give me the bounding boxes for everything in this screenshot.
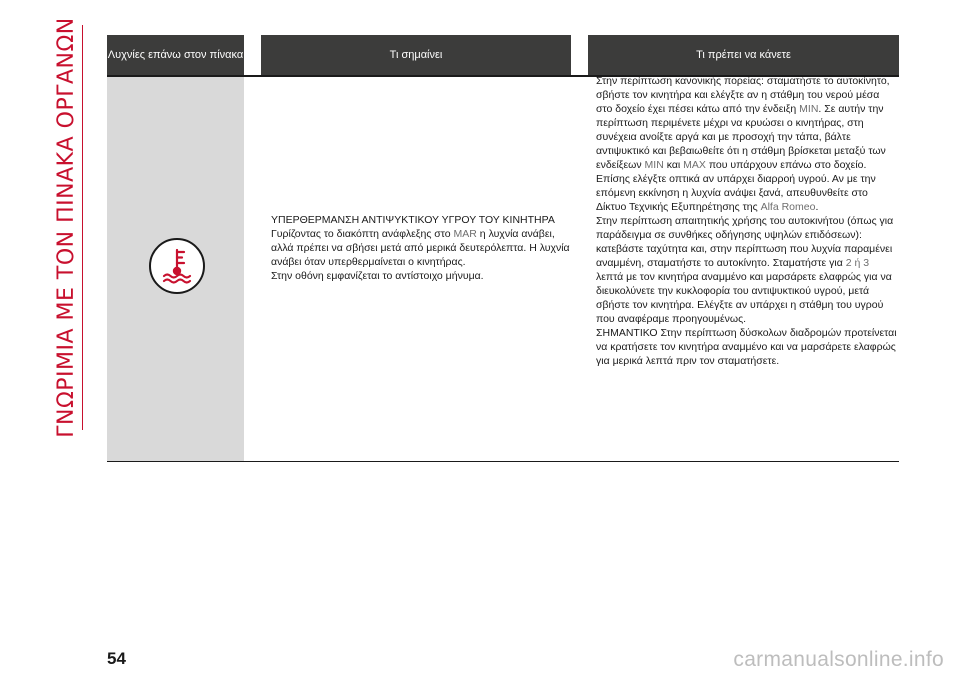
action-text-part: . Σε αυτήν την περίπτωση περιμένετε μέχρι να κρυώσει ο κινητήρας, στη συνέχεια ανοίξτε αργά και με προσοχή την τάπα, βάλτε αντιψυκτικό και βεβαιωθείτε ότι η στάθμη βρίσκεται μεταξύ των ενδείξεων	[596, 103, 886, 171]
chapter-side-rule	[82, 25, 83, 430]
header-lamps: Λυχνίες επάνω στον πίνακα	[107, 35, 244, 75]
meaning-display-note: Στην οθόνη εμφανίζεται το αντίστοιχο μήνυμα.	[271, 270, 484, 282]
action-text-part: .	[815, 201, 819, 213]
action-paragraph-demanding	[596, 214, 898, 326]
chapter-side-title-text: ΓΝΩΡΙΜΙΑ ΜΕ ΤΟΝ ΠΙΝΑΚΑ ΟΡΓΑΝΩΝ	[53, 17, 79, 438]
header-action: Τι πρέπει να κάνετε	[588, 35, 899, 75]
action-paragraph-important: ΣΗΜΑΝΤΙΚΟ Στην περίπτωση δύσκολων διαδρομών προτείνεται να κρατήσετε τον κινητήρα αναμμένο και να μαρσάρετε ελαφρώς για μερικά λεπτά πριν τον σταματήσετε.	[596, 327, 897, 367]
watermark: carmanualsonline.info	[733, 648, 944, 671]
meaning-paragraph	[271, 227, 571, 269]
action-text	[596, 74, 898, 368]
coolant-temperature-warning-icon	[149, 238, 205, 294]
warning-lamp-table	[107, 35, 899, 462]
meaning-text-part: Γυρίζοντας το διακόπτη ανάφλεξης στο	[271, 228, 454, 240]
chapter-side-title	[52, 17, 80, 438]
meaning-title: ΥΠΕΡΘΕΡΜΑΝΣΗ ΑΝΤΙΨΥΚΤΙΚΟΥ ΥΓΡΟΥ ΤΟΥ ΚΙΝΗΤΗΡΑ	[271, 214, 555, 226]
action-text-part: και	[663, 159, 684, 171]
page-number: 54	[107, 649, 126, 668]
minutes-term: 2 ή 3	[845, 257, 870, 269]
min-term: MIN	[644, 159, 664, 171]
header-meaning: Τι σημαίνει	[261, 35, 571, 75]
action-text-part: Στην περίπτωση απαιτητικής χρήσης του αυτοκινήτου (όπως για παράδειγμα σε συνθήκες οδήγησης υψηλών επιδόσεων): κατεβάστε ταχύτητα και, στην περίπτωση που λυχνία παραμένει αναμμένη, σταματήστε το αυτοκίνητο. Σταματήστε για	[596, 215, 894, 269]
max-term: MAX	[683, 159, 706, 171]
mar-term: MAR	[453, 228, 477, 240]
meaning-text	[271, 213, 571, 283]
action-text-part: που υπάρχουν επάνω στο δοχείο. Επίσης ελέγξτε οπτικά αν υπάρχει διαρροή υγρού. Αν με την επόμενη εκκίνηση η λυχνία ανάψει ξανά, απευθυνθείτε στο Δίκτυο Τεχνικής Εξυπηρέτησης της	[596, 159, 876, 213]
action-paragraph-normal	[596, 74, 898, 214]
table-bottom-rule	[107, 461, 899, 462]
action-text-part: Στην περίπτωση κανονικής πορείας: σταματήστε το αυτοκίνητο, σβήστε τον κινητήρα και ελέγξτε αν η στάθμη του νερού μέσα στο δοχείο έχει πέσει κάτω από την ένδειξη	[596, 75, 890, 115]
brand-term: Alfa Romeo	[760, 201, 816, 213]
action-text-part: λεπτά με τον κινητήρα αναμμένο και μαρσάρετε ελαφρώς για να διευκολύνετε την κυκλοφορία του αντιψυκτικού υγρού, μετά σβήστε τον κινητήρα. Ελέγξτε αν υπάρχει η στάθμη του υγρού που αναφέραμε προηγουμένως.	[596, 271, 892, 325]
lamp-cell	[107, 77, 244, 461]
meaning-text-part: η λυχνία ανάβει, αλλά πρέπει να σβήσει μετά από μερικά δευτερόλεπτα. Η λυχνία ανάβει όταν υπερθερμαίνεται ο κινητήρας.	[271, 228, 570, 268]
min-term: MIN	[799, 103, 819, 115]
